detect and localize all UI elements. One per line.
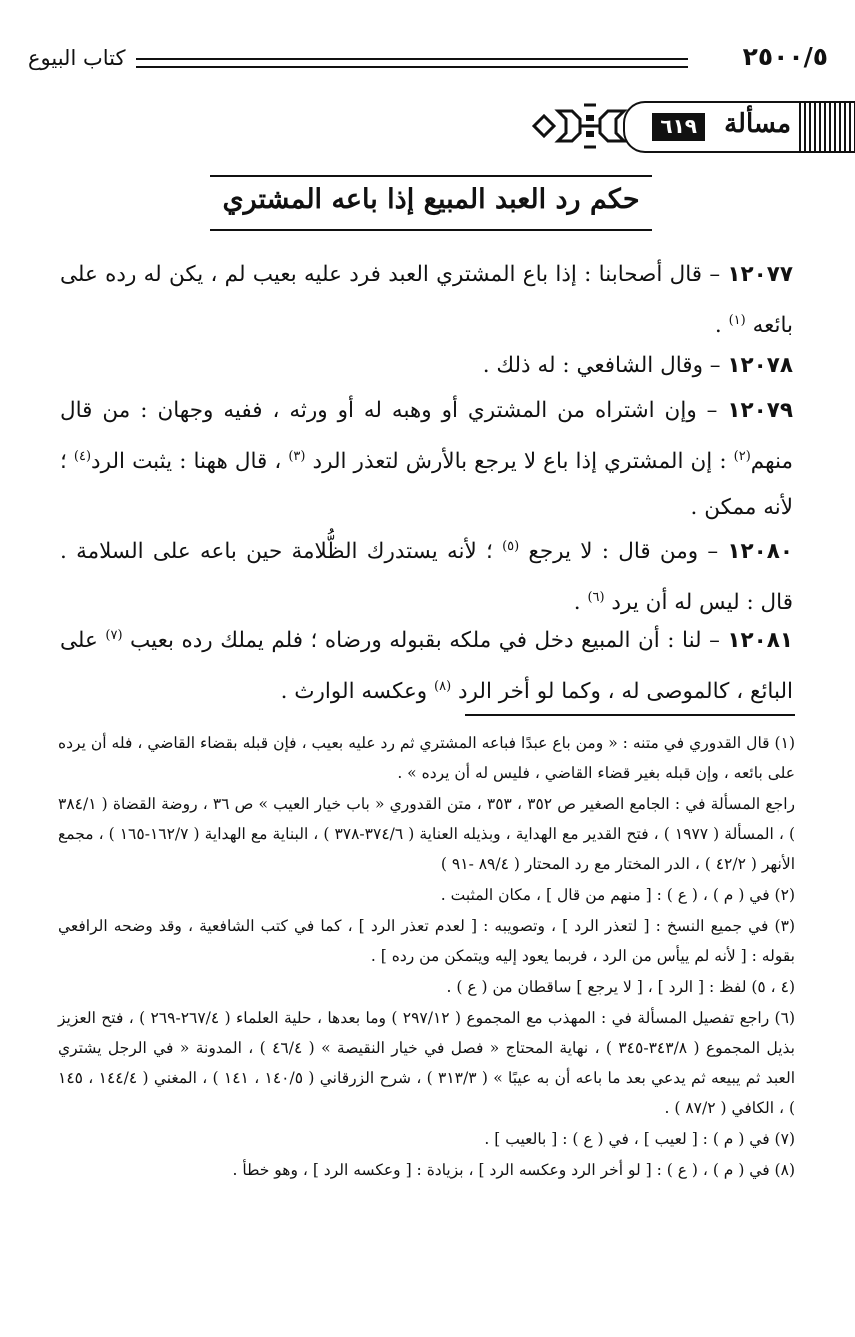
chapter-title: حكم رد العبد المبيع إذا باعه المشتري	[222, 184, 640, 215]
paragraph-12079	[60, 388, 793, 531]
paragraph-text: وعكسه الوارث .	[280, 679, 434, 705]
paragraph-text: – لنا : أن المبيع دخل في ملكه بقبوله ورضاه ؛ فلم يملك رده بعيب	[122, 628, 720, 654]
footnotes	[58, 728, 795, 1186]
chapter-title-box	[210, 175, 652, 231]
paragraph-text: – وإن اشتراه من المشتري أو وهبه له أو ورثه ، ففيه وجهان : من قال منهم	[60, 398, 793, 475]
footnote-separator	[465, 714, 795, 716]
masala-box	[623, 101, 855, 153]
paragraph-12077	[60, 252, 793, 349]
footnote-ref: (٧)	[105, 628, 123, 643]
paragraph-12078	[60, 343, 793, 389]
paragraph-text: – وقال الشافعي : له ذلك .	[482, 353, 721, 378]
header-rule	[136, 58, 688, 68]
paragraph-number: ١٢٠٨٠	[727, 539, 793, 565]
footnote-3: (٣) في جميع النسخ : [ لتعذر الرد ] ، وتصويبه : [ لعدم تعذر الرد ] ، كما في كتب الشافعية ، وقد وضحه الرافعي بقوله : [ لأنه لم ييأس من الرد ، فربما يعود إليه ويتمكن من رده ] .	[58, 917, 795, 965]
footnote-ref: (٤)	[73, 449, 92, 464]
footnote-ref: (١)	[728, 313, 746, 328]
banner-stripes	[799, 103, 855, 151]
paragraph-number: ١٢٠٧٨	[727, 353, 793, 378]
book-title: كتاب البيوع	[28, 46, 126, 70]
paragraph-number: ١٢٠٧٧	[727, 262, 793, 287]
footnote-1: (١) قال القدوري في متنه : « ومن باع عبدًا فباعه المشتري ثم رد عليه بعيب ، فإن قبله بقضاء القاضي ، فله أن يرده على بائعه ، وإن قبله بغير قضاء القاضي ، فليس له أن يرده » .	[58, 734, 795, 782]
paragraph-text: ؛ لأنه ممكن .	[60, 449, 793, 521]
footnote-4-5: (٤ ، ٥) لفظ : [ الرد ] ، [ لا يرجع ] ساقطان من ( ع ) .	[446, 978, 795, 996]
paragraph-12080	[60, 524, 793, 626]
paragraph-12081	[60, 613, 793, 715]
footnote-7: (٧) في ( م ) : [ لعيب ] ، في ( ع ) : [ بالعيب ] .	[484, 1130, 795, 1148]
masala-banner	[528, 97, 855, 155]
ornament-icon	[528, 97, 628, 155]
paragraph-number: ١٢٠٧٩	[727, 398, 793, 423]
page-number: ٢٥٠٠/٥	[742, 42, 828, 71]
footnote-1-references: راجع المسألة في : الجامع الصغير ص ٣٥٢ ، ٣٥٣ ، متن القدوري « باب خيار العيب » ص ٣٦ ، روضة القضاة ( ٣٨٤/١ ) ، المسألة ( ١٩٧٧ ) ، فتح القدير مع الهداية ، وبذيله العناية ( ٣٧٤/٦-٣٧٨ ) ، البناية مع الهداية ( ١٦٢/٧-١٦٥ ) ، مجمع الأنهر ( ٤٢/٢ ) ، الدر المختار مع رد المحتار ( ٨٩/٤ -٩١ )	[58, 795, 795, 873]
footnote-ref: (٦)	[587, 590, 605, 606]
masala-label: مسألة	[724, 109, 791, 139]
paragraph-number: ١٢٠٨١	[727, 628, 793, 654]
paragraph-text: .	[714, 313, 729, 339]
paragraph-text: – ومن قال : لا يرجع	[519, 539, 719, 565]
paragraph-text: على البائع ، كالموصى له ، وكما لو أخر الرد	[60, 628, 793, 705]
masala-number: ٦١٩	[652, 113, 705, 141]
footnote-ref: (٢)	[733, 449, 751, 464]
running-header	[28, 42, 828, 78]
footnote-ref: (٣)	[288, 449, 306, 464]
footnote-ref: (٥)	[502, 539, 520, 554]
footnote-2: (٢) في ( م ) ، ( ع ) : [ منهم من قال ] ، مكان المثبت .	[440, 886, 795, 904]
paragraph-text: ، قال ههنا : يثبت الرد	[91, 449, 289, 475]
paragraph-text: : إن المشتري إذا باع لا يرجع بالأرش لتعذر الرد	[305, 449, 734, 475]
footnote-ref: (٨)	[434, 679, 452, 695]
paragraph-text: – قال أصحابنا : إذا باع المشتري العبد فرد عليه بعيب لم ، يكن له رده على بائعه	[60, 262, 793, 339]
footnote-8: (٨) في ( م ) ، ( ع ) : [ لو أخر الرد وعكسه الرد ] ، بزيادة : [ وعكسه الرد ] ، وهو خطأ .	[232, 1161, 795, 1179]
footnote-6: (٦) راجع تفصيل المسألة في : المهذب مع المجموع ( ٢٩٧/١٢ ) وما بعدها ، حلية العلماء ( ٢٦٧/٤-٢٦٩ ) ، فتح العزيز بذيل المجموع ( ٣٤٣/٨-٣٤٥ ) ، نهاية المحتاج « فصل في خيار النقيصة » ( ٤٦/٤ ) ، المدونة « في الرجل يشتري العبد ثم يبيعه ثم يدعي بعد ما باعه أن به عيبًا » ( ٣١٣/٣ ) ، شرح الزرقاني ( ١٤٠/٥ ، ١٤١ ) ، المغني ( ١٤٤/٤ ، ١٤٥ ) ، الكافي ( ٨٧/٢ ) .	[58, 1009, 796, 1117]
paragraph-text: ؛ لأنه يستدرك الظُّلامة حين باعه على السلامة . قال : ليس له أن يرد	[60, 539, 793, 616]
paragraph-text: .	[573, 590, 588, 616]
